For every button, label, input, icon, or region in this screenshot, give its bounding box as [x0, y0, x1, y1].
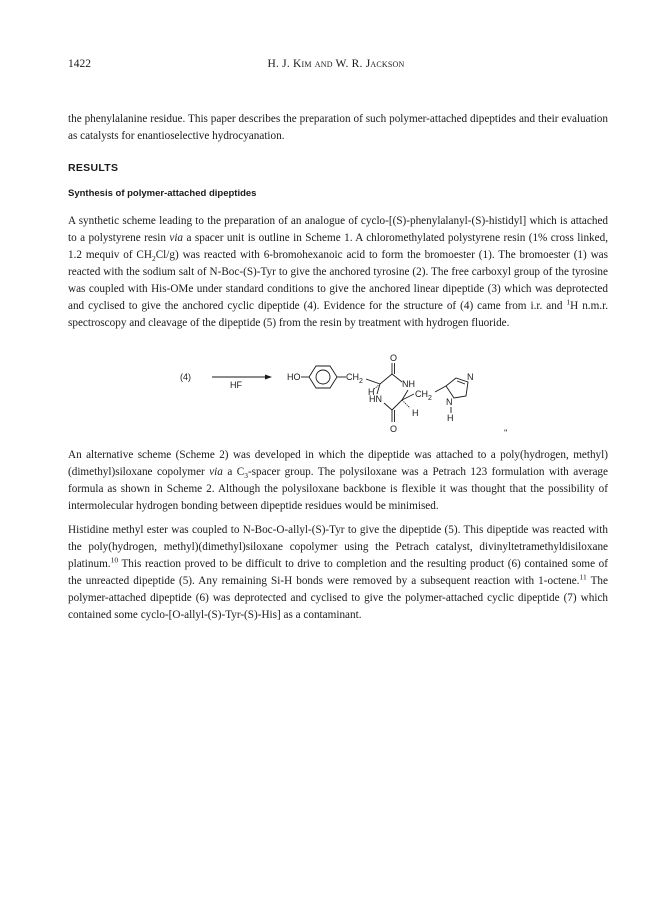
- subscript: 2: [151, 254, 156, 264]
- synthesis-paragraph: [68, 213, 608, 332]
- bond: [380, 374, 392, 384]
- bond: [392, 400, 402, 410]
- reactant-label: (4): [180, 372, 191, 382]
- methylene-subscript: 2: [428, 395, 432, 402]
- methylene-label-right: [415, 389, 432, 402]
- amide-nh-label: NH: [402, 379, 415, 389]
- carbonyl-oxygen-top: O: [390, 353, 398, 363]
- results-heading: RESULTS: [68, 162, 119, 174]
- running-head: H. J. Kim and W. R. Jackson: [267, 58, 405, 70]
- arrow-head: [265, 375, 272, 380]
- intro-paragraph: the phenylalanine residue. This paper describes the preparation of such polymer-attached dipeptides and their evaluation as catalysts for enantioselective hydrocyanation.: [68, 113, 608, 142]
- bond: [366, 379, 380, 384]
- hashed-bond: [402, 400, 410, 408]
- carbonyl-oxygen-bottom: O: [390, 424, 398, 434]
- superscript: 1: [566, 297, 571, 307]
- imidazole-h: H: [447, 413, 454, 423]
- methylene-subscript: 2: [359, 378, 363, 385]
- amide-hn-label: HN: [369, 394, 382, 404]
- subscript: 3: [244, 471, 248, 481]
- text-run: The polymer-attached dipeptide (6) was deprotected and cyclised to give the polymer-attached cyclic dipeptide (7) which contained some cyclo-[O-allyl-(S)-Tyr-(S)-His] as a contaminant.: [68, 575, 608, 621]
- page-number: 1422: [68, 58, 91, 70]
- bond: [392, 374, 402, 382]
- text-run: H n.m.r. spectroscopy and cleavage of the dipeptide (5) from the resin by treatment with hydrogen fluoride.: [68, 300, 608, 329]
- text-run: a C: [222, 466, 245, 478]
- text-run: A synthetic scheme leading to the preparation of an analogue of cyclo-[(S)-phenylalanyl-(S)-histidyl] which is attached to a polystyrene resin: [68, 215, 608, 244]
- methylene-symbol: CH: [415, 389, 428, 399]
- hydroxyl-label: HO: [287, 372, 301, 382]
- methylene-label: [346, 372, 363, 385]
- scheme-mark: '': [504, 428, 508, 438]
- italic-run: via: [169, 232, 184, 244]
- benzene-ring: [309, 366, 337, 388]
- italic-run: via: [209, 466, 223, 478]
- reagent-label: HF: [230, 380, 242, 390]
- reaction-scheme-drawing: [170, 353, 550, 438]
- stereo-h-left: H: [368, 387, 375, 397]
- subsection-heading: Synthesis of polymer-attached dipeptides: [68, 188, 257, 199]
- superscript: 11: [579, 572, 587, 582]
- methylene-symbol: CH: [346, 372, 359, 382]
- text-run: This reaction proved to be difficult to drive to completion and the resulting product (6) contained some of the unreacted dipeptide (5). Any remaining Si-H bonds were removed by a subsequent reaction with 1-octene.: [68, 558, 608, 587]
- siloxane-paragraph: [68, 447, 608, 515]
- text-run: Histidine methyl ester was coupled to N-Boc-O-allyl-(S)-Tyr to give the dipeptide (5). This dipeptide was reacted with the poly(hydrogen, methyl)(dimethyl)siloxane copolymer using the Petrach catalyst, divinyltetramethyldisiloxane platinum.: [68, 524, 608, 570]
- bond: [435, 386, 446, 392]
- stereo-h-right: H: [412, 408, 419, 418]
- text-run: a spacer unit is outline in Scheme 1. A chloromethylated polystyrene resin (1% cross linked, 1.2 mequiv of CH: [68, 232, 608, 261]
- superscript: 10: [110, 555, 119, 565]
- text-run: An alternative scheme (Scheme 2) was developed in which the dipeptide was attached to a poly(hydrogen, methyl)(dimethyl)siloxane copolymer: [68, 449, 608, 478]
- imidazole-n-top: N: [467, 372, 474, 382]
- text-run: -spacer group. The polysiloxane was a Petrach 123 formulation with average formula as shown in Scheme 2. Although the polysiloxane backbone is flexible it was thought that the possibility of intermolecular hydrogen bonding between dipeptide residues would be minimised.: [68, 466, 608, 512]
- histidine-paragraph: [68, 522, 608, 624]
- reaction-scheme: [170, 353, 550, 438]
- aromatic-circle: [316, 370, 330, 384]
- imidazole-n-bottom: N: [446, 397, 453, 407]
- double-bond: [457, 381, 465, 384]
- text-run: Cl/g) was reacted with 6-bromohexanoic acid to form the bromoester (1). The bromoester (1) was reacted with the sodium salt of N-Boc-(S)-Tyr to give the anchored tyrosine (2). The free carboxyl group of the tyrosine was coupled with His-OMe under standard conditions to give the anchored linear dipeptide (3) which was deprotected and cyclised to give the anchored cyclic dipeptide (4). Evidence for the structure of (4) came from i.r. and: [68, 249, 608, 312]
- bond: [384, 403, 392, 410]
- bond: [377, 384, 380, 394]
